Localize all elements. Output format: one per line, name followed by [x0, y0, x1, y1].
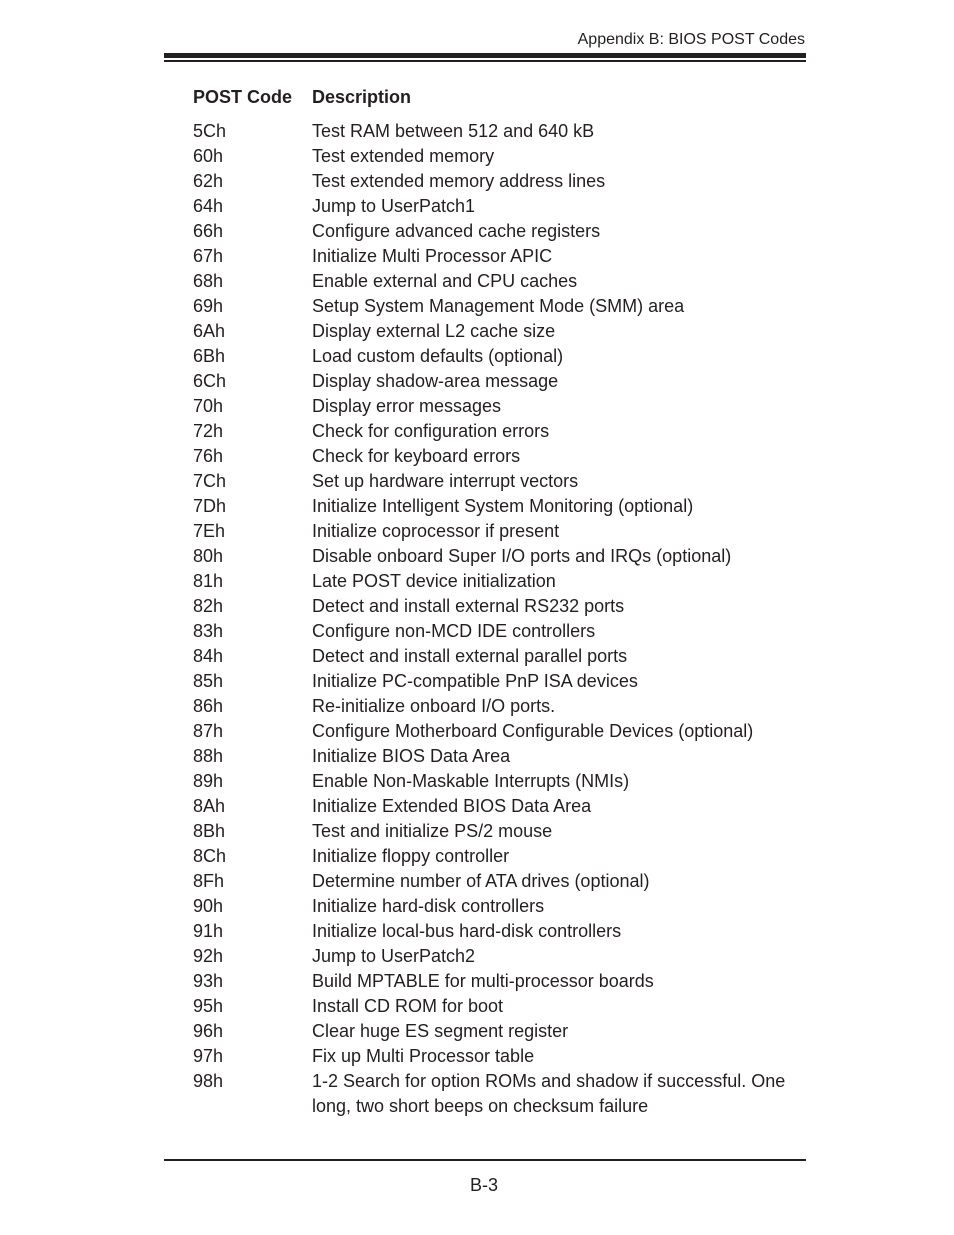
table-row — [193, 719, 813, 744]
description-cell: Initialize Extended BIOS Data Area — [312, 796, 592, 816]
table-row — [193, 244, 813, 269]
column-header-post-code: POST Code — [193, 87, 293, 107]
column-header-description: Description — [312, 87, 412, 107]
description-cell: Determine number of ATA drives (optional) — [312, 871, 650, 891]
table-row — [193, 569, 813, 594]
post-code-cell: 93h — [193, 971, 224, 991]
table-row — [193, 294, 813, 319]
table-body — [193, 119, 813, 1119]
post-code-cell: 83h — [193, 621, 224, 641]
post-code-cell: 80h — [193, 546, 224, 566]
post-code-cell: 89h — [193, 771, 224, 791]
post-code-cell: 72h — [193, 421, 224, 441]
post-code-cell: 64h — [193, 196, 224, 216]
post-code-cell: 6Ch — [193, 371, 227, 391]
table-row — [193, 894, 813, 919]
table-row — [193, 844, 813, 869]
description-cell: Detect and install external parallel ports — [312, 646, 628, 666]
table-row — [193, 694, 813, 719]
table-row — [193, 669, 813, 694]
description-cell: Load custom defaults (optional) — [312, 346, 564, 366]
table-row — [193, 919, 813, 944]
description-cell: Re-initialize onboard I/O ports. — [312, 696, 556, 716]
table-row — [193, 469, 813, 494]
description-cell: Initialize floppy controller — [312, 846, 510, 866]
table-row — [193, 1069, 813, 1119]
post-code-cell: 62h — [193, 171, 224, 191]
table-row — [193, 394, 813, 419]
post-code-cell: 96h — [193, 1021, 224, 1041]
description-cell: Enable external and CPU caches — [312, 271, 578, 291]
table-header-row — [193, 85, 813, 109]
description-cell: Disable onboard Super I/O ports and IRQs (optional) — [312, 546, 732, 566]
table-row — [193, 144, 813, 169]
description-cell: Initialize BIOS Data Area — [312, 746, 511, 766]
description-cell: Check for keyboard errors — [312, 446, 521, 466]
description-cell: Clear huge ES segment register — [312, 1021, 569, 1041]
description-cell: 1-2 Search for option ROMs and shadow if successful. One long, two short beeps on checksum failure — [312, 1071, 786, 1116]
post-code-cell: 86h — [193, 696, 224, 716]
post-code-cell: 6Ah — [193, 321, 226, 341]
table-row — [193, 169, 813, 194]
table-row — [193, 619, 813, 644]
description-cell: Initialize coprocessor if present — [312, 521, 560, 541]
description-cell: Configure advanced cache registers — [312, 221, 601, 241]
description-cell: Configure non-MCD IDE controllers — [312, 621, 596, 641]
post-code-cell: 98h — [193, 1071, 224, 1091]
post-code-cell: 5Ch — [193, 121, 227, 141]
post-code-cell: 92h — [193, 946, 224, 966]
table-row — [193, 969, 813, 994]
post-code-cell: 8Ah — [193, 796, 226, 816]
description-cell: Late POST device initialization — [312, 571, 556, 591]
table-row — [193, 444, 813, 469]
description-cell: Test RAM between 512 and 640 kB — [312, 121, 595, 141]
post-code-cell: 90h — [193, 896, 224, 916]
description-cell: Jump to UserPatch2 — [312, 946, 476, 966]
table-row — [193, 119, 813, 144]
table-row — [193, 494, 813, 519]
post-code-cell: 69h — [193, 296, 224, 316]
description-cell: Initialize PC-compatible PnP ISA devices — [312, 671, 638, 691]
post-code-cell: 67h — [193, 246, 224, 266]
table-row — [193, 1019, 813, 1044]
post-code-cell: 7Ch — [193, 471, 227, 491]
post-code-cell: 85h — [193, 671, 224, 691]
table-row — [193, 769, 813, 794]
description-cell: Initialize Multi Processor APIC — [312, 246, 553, 266]
header-rule-thick — [164, 53, 806, 58]
description-cell: Jump to UserPatch1 — [312, 196, 476, 216]
table-row — [193, 594, 813, 619]
post-code-cell: 95h — [193, 996, 224, 1016]
table-row — [193, 944, 813, 969]
post-code-cell: 7Eh — [193, 521, 226, 541]
description-cell: Initialize local-bus hard-disk controllers — [312, 921, 622, 941]
description-cell: Test extended memory — [312, 146, 495, 166]
header-rule-thin — [164, 60, 806, 62]
post-code-cell: 8Fh — [193, 871, 225, 891]
table-row — [193, 819, 813, 844]
description-cell: Display error messages — [312, 396, 502, 416]
post-code-cell: 76h — [193, 446, 224, 466]
description-cell: Setup System Management Mode (SMM) area — [312, 296, 685, 316]
table-row — [193, 369, 813, 394]
description-cell: Fix up Multi Processor table — [312, 1046, 535, 1066]
description-cell: Initialize Intelligent System Monitoring (optional) — [312, 496, 694, 516]
description-cell: Initialize hard-disk controllers — [312, 896, 545, 916]
table-row — [193, 194, 813, 219]
description-cell: Build MPTABLE for multi-processor boards — [312, 971, 654, 991]
table-row — [193, 319, 813, 344]
post-code-cell: 87h — [193, 721, 224, 741]
post-code-cell: 81h — [193, 571, 224, 591]
table-row — [193, 344, 813, 369]
table-row — [193, 269, 813, 294]
post-code-cell: 8Ch — [193, 846, 227, 866]
table-row — [193, 419, 813, 444]
table-row — [193, 219, 813, 244]
table-row — [193, 794, 813, 819]
description-cell: Install CD ROM for boot — [312, 996, 504, 1016]
description-cell: Display external L2 cache size — [312, 321, 556, 341]
description-cell: Check for configuration errors — [312, 421, 550, 441]
post-code-table — [193, 85, 813, 1119]
table-row — [193, 544, 813, 569]
post-code-cell: 66h — [193, 221, 224, 241]
running-header: Appendix B: BIOS POST Codes — [577, 31, 805, 48]
post-code-cell: 60h — [193, 146, 224, 166]
description-cell: Configure Motherboard Configurable Devices (optional) — [312, 721, 754, 741]
description-cell: Test extended memory address lines — [312, 171, 606, 191]
post-code-cell: 68h — [193, 271, 224, 291]
table-row — [193, 869, 813, 894]
footer-rule — [164, 1159, 806, 1161]
post-code-cell: 88h — [193, 746, 224, 766]
post-code-cell: 6Bh — [193, 346, 226, 366]
post-code-cell: 7Dh — [193, 496, 227, 516]
post-code-cell: 91h — [193, 921, 224, 941]
description-cell: Display shadow-area message — [312, 371, 559, 391]
post-code-cell: 84h — [193, 646, 224, 666]
description-cell: Test and initialize PS/2 mouse — [312, 821, 553, 841]
description-cell: Enable Non-Maskable Interrupts (NMIs) — [312, 771, 630, 791]
post-code-cell: 97h — [193, 1046, 224, 1066]
table-row — [193, 994, 813, 1019]
post-code-cell: 70h — [193, 396, 224, 416]
page-number: B-3 — [469, 1175, 498, 1195]
table-row — [193, 519, 813, 544]
description-cell: Set up hardware interrupt vectors — [312, 471, 579, 491]
table-row — [193, 1044, 813, 1069]
table-row — [193, 744, 813, 769]
post-code-cell: 8Bh — [193, 821, 226, 841]
table-row — [193, 644, 813, 669]
post-code-cell: 82h — [193, 596, 224, 616]
description-cell: Detect and install external RS232 ports — [312, 596, 625, 616]
